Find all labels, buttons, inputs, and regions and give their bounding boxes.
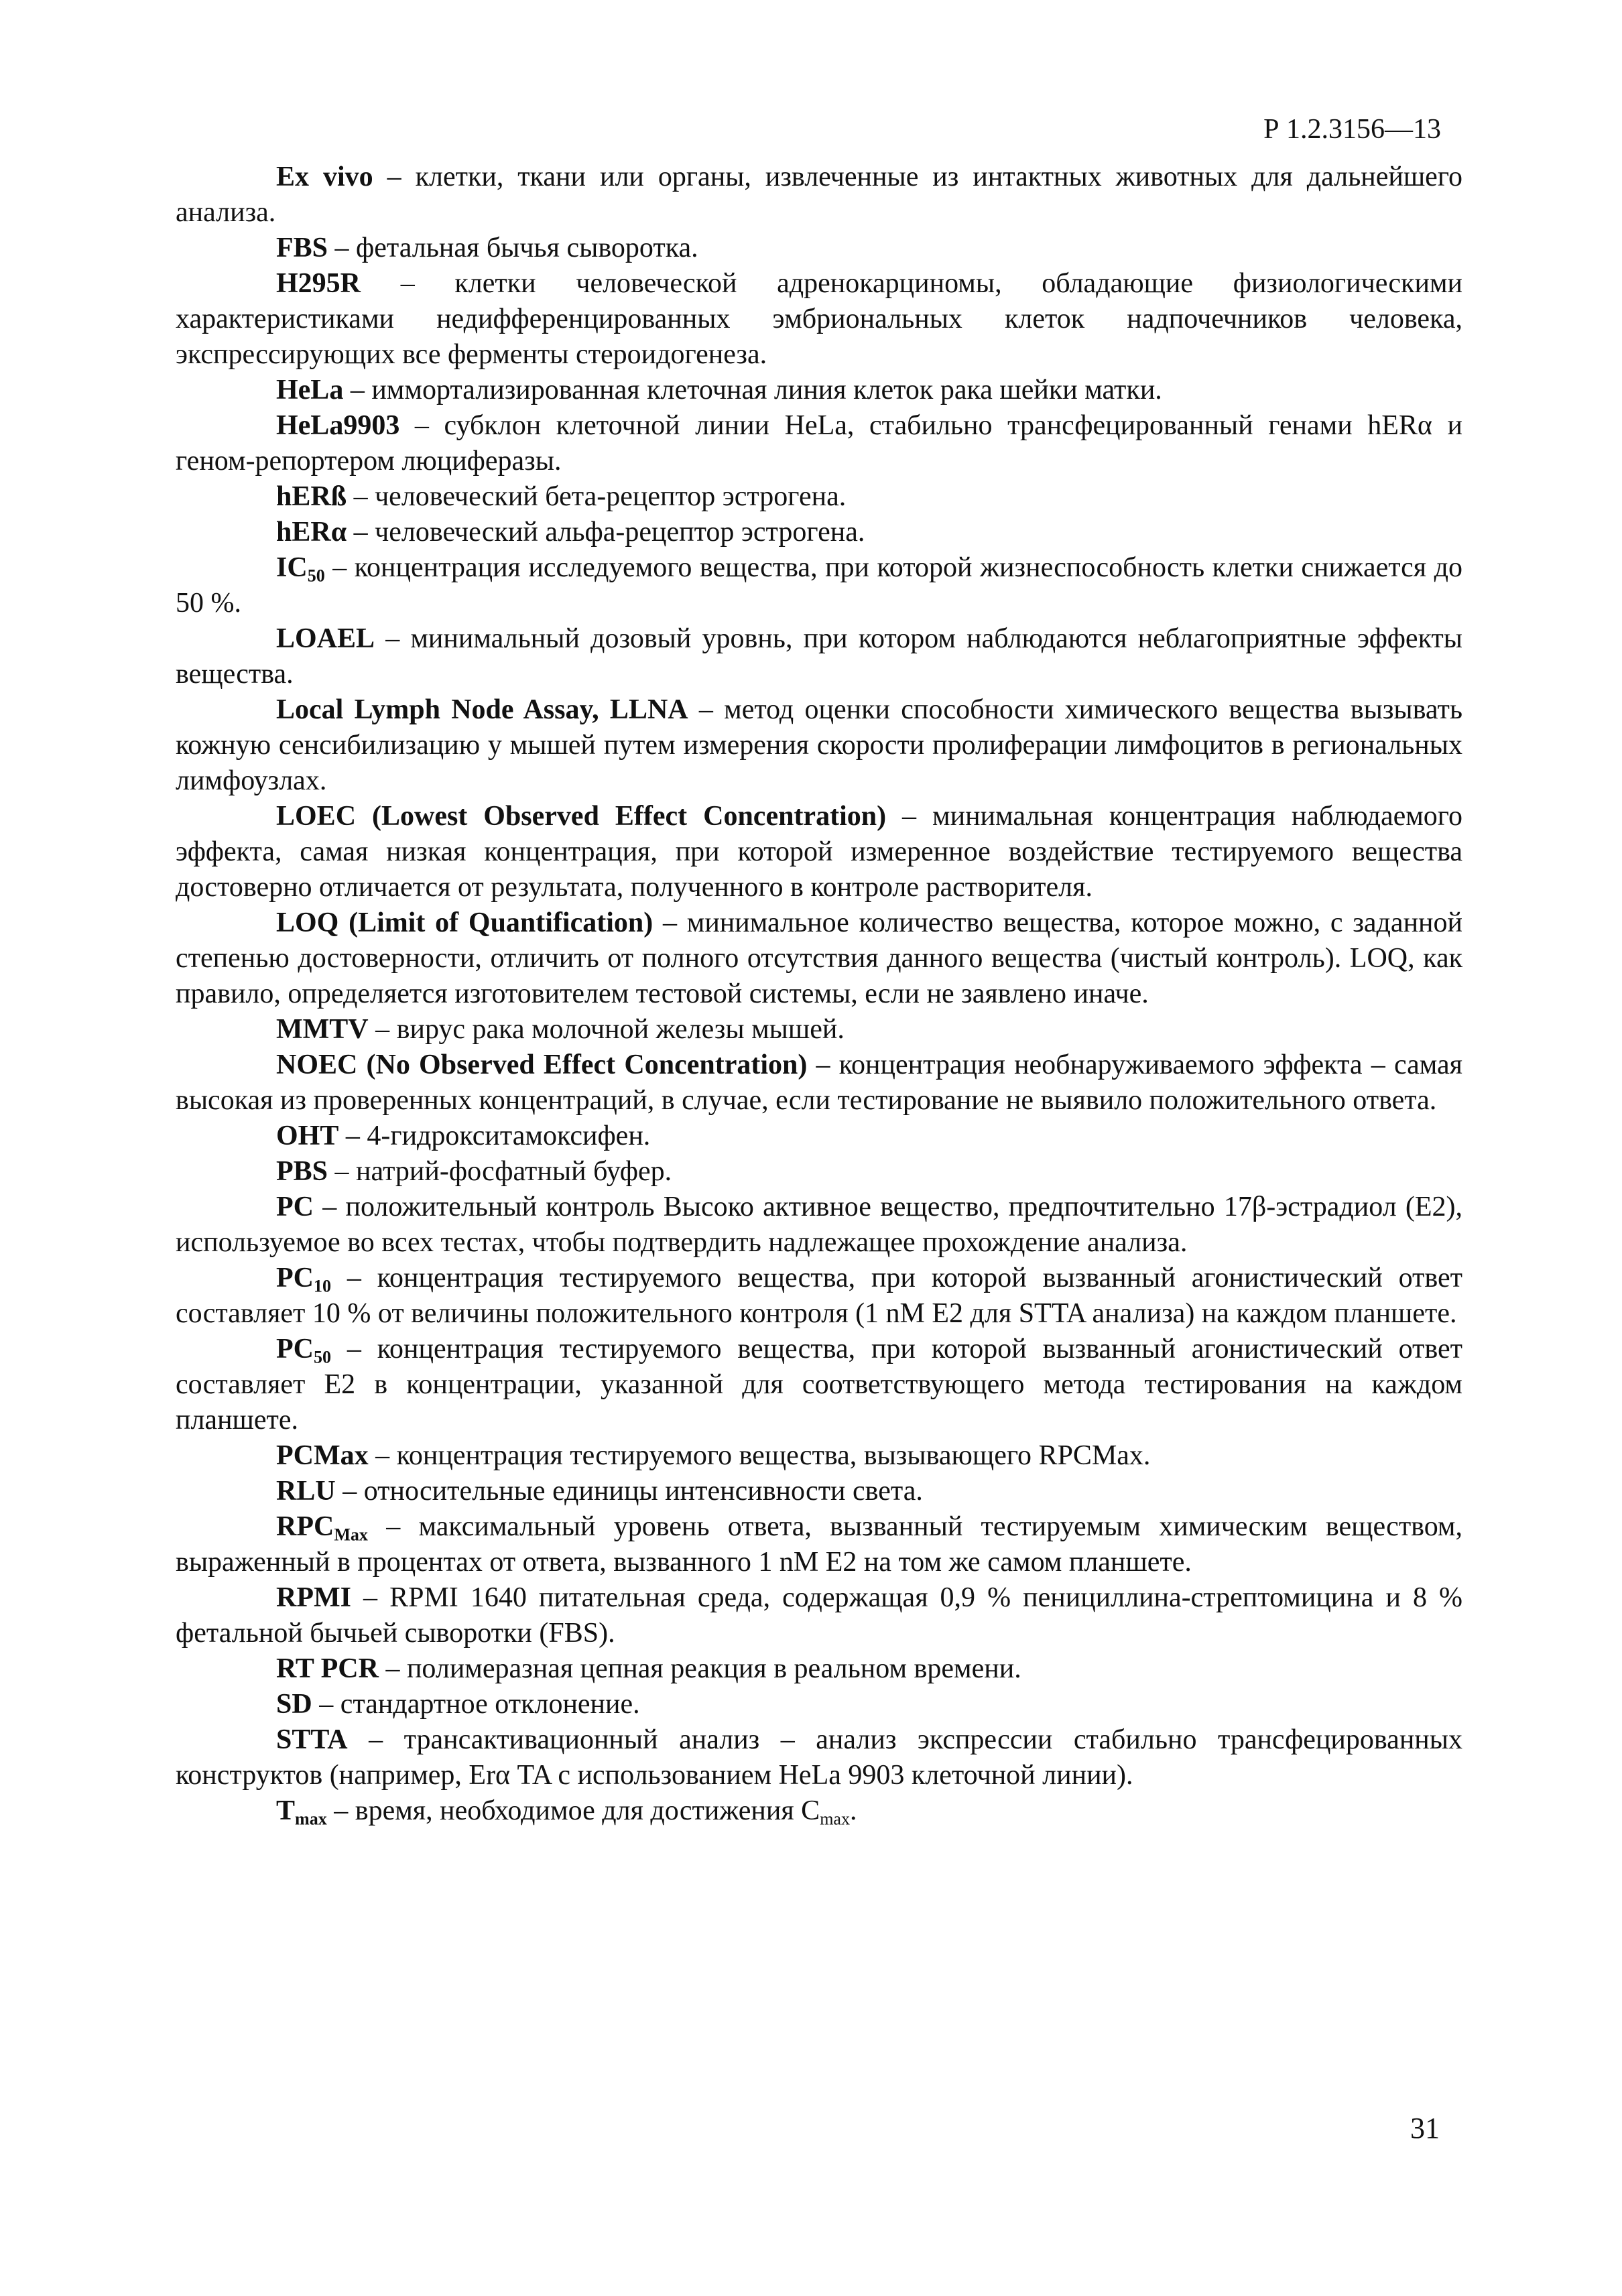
definition-entry [176,1509,1462,1580]
term-subscript: 50 [307,566,325,586]
definition-entry [176,479,1462,515]
definition-entry [176,1793,1462,1829]
definition-term: hERß [276,481,347,512]
definition-entry [176,160,1462,231]
term-subscript: Max [334,1525,368,1545]
definition-term: STTA [276,1724,348,1755]
definition-entry [176,515,1462,550]
definition-entry [176,1012,1462,1047]
definition-text: – трансактивационный анализ – анализ экспрессии стабильно трансфецированных конструктов (например, Erα TA с использованием HeLa 9903 клеточной линии). [176,1724,1462,1791]
definition-term: MMTV [276,1014,369,1045]
definition-term: SD [276,1689,312,1720]
definition-term: OHT [276,1121,339,1151]
definition-term: Local Lymph Node Assay, LLNA [276,694,688,725]
definition-entry [176,1651,1462,1687]
definition-term: HeLa9903 [276,410,400,441]
definition-entry [176,266,1462,373]
definition-text: – относительные единицы интенсивности света. [335,1476,923,1507]
definition-text: – RPMI 1640 питательная среда, содержащая 0,9 % пенициллина-стрептомицина и 8 % фетальной бычьей сыворотки (FBS). [176,1582,1462,1649]
definition-text: – концентрация необнаруживаемого эффекта – самая высокая из проверенных концентраций, в случае, если тестирование не выявило положительного ответа. [176,1049,1462,1116]
term-subscript: max [295,1809,327,1829]
definition-text: – минимальное количество вещества, которое можно, с заданной степенью достоверности, отличить от полного отсутствия данного вещества (чистый контроль). LOQ, как правило, определяется изготовителем тестовой системы, если не заявлено иначе. [176,907,1462,1009]
definition-entry [176,905,1462,1012]
definition-text: – клетки человеческой адренокарциномы, обладающие физиологическими характеристиками недифференцированных эмбриональных клеток надпочечников человека, экспрессирующих все ферменты стероидогенеза. [176,268,1462,370]
definition-term: $PC_{50}$ [276,1334,332,1367]
definition-text: – человеческий альфа-рецептор эстрогена. [347,517,865,548]
definition-text: – натрий-фосфатный буфер. [328,1156,672,1187]
definition-term: RLU [276,1476,336,1507]
definition-entry [176,1154,1462,1190]
definition-term: $T_{max}$ [276,1795,327,1829]
definition-term: $PC_{10}$ [276,1263,332,1296]
definitions-list [176,160,1462,1829]
definition-entry [176,799,1462,905]
definition-term: HeLa [276,375,344,405]
definition-entry [176,1687,1462,1722]
definition-text: – метод оценки способности химического вещества вызывать кожную сенсибилизацию у мышей путем измерения скорости пролиферации лимфоцитов в региональных лимфоузлах. [176,694,1462,796]
definition-term: PBS [276,1156,328,1187]
definition-text: – максимальный уровень ответа, вызванный тестируемым химическим веществом, выраженный в процентах от ответа, вызванного 1 nM E2 на том же самом планшете. [176,1511,1462,1578]
definition-entry [176,231,1462,266]
definition-term: PCMax [276,1440,369,1471]
definition-text: – стандартное отклонение. [312,1689,640,1720]
definition-text: – иммортализированная клеточная линия клеток рака шейки матки. [343,375,1162,405]
definition-entry [176,550,1462,621]
definition-text: – человеческий бета-рецептор эстрогена. [347,481,847,512]
definition-term: PC [276,1192,314,1222]
definition-entry [176,692,1462,799]
definition-entry [176,1190,1462,1261]
definition-term: LOQ (Limit of Quantification) [276,907,653,938]
definition-entry [176,1438,1462,1474]
definition-entry [176,621,1462,692]
definition-text: – фетальная бычья сыворотка. [328,233,698,263]
definition-term: RPMI [276,1582,351,1613]
definition-term: NOEC (No Observed Effect Concentration) [276,1049,808,1080]
definition-text: – полимеразная цепная реакция в реальном времени. [378,1653,1021,1684]
definition-term: $RPC_{Max}$ [276,1511,368,1545]
definition-entry [176,1119,1462,1154]
definition-text: – положительный контроль Высоко активное вещество, предпочтительно 17β-эстрадиол (E2), используемое во всех тестах, чтобы подтвердить надлежащее прохождение анализа. [176,1192,1462,1258]
definition-term: H295R [276,268,361,299]
definition-text: – субклон клеточной линии HeLa, стабильно трансфецированный генами hERα и геном-репортером люциферазы. [176,410,1462,476]
definition-text: – концентрация исследуемого вещества, при которой жизнеспособность клетки снижается до 50 %. [176,552,1462,619]
page-number: 31 [1410,2112,1440,2145]
definition-term: Ex vivo [276,162,373,192]
definition-term: RT PCR [276,1653,379,1684]
definition-text: – концентрация тестируемого вещества, при которой вызванный агонистический ответ составляет 10 % от величины положительного контроля (1 nM E2 для STTA анализа) на каждом планшете. [176,1263,1462,1329]
definition-tail: . [850,1795,857,1826]
definition-entry [176,373,1462,408]
definition-entry [176,408,1462,479]
term-subscript: 50 [314,1347,332,1367]
definition-text: – концентрация тестируемого вещества, вызывающего RPCMax. [368,1440,1151,1471]
definition-entry [176,1580,1462,1651]
definition-text: – концентрация тестируемого вещества, при которой вызванный агонистический ответ составляет E2 в концентрации, указанной для соответствующего метода тестирования на каждом планшете. [176,1334,1462,1436]
definition-text: – минимальный дозовый уровнь, при котором наблюдаются неблагоприятные эффекты вещества. [176,623,1462,690]
definition-text: – минимальная концентрация наблюдаемого эффекта, самая низкая концентрация, при которой измеренное воздействие тестируемого вещества достоверно отличается от результата, полученного в контроле растворителя. [176,801,1462,903]
definition-text: – 4-гидрокситамоксифен. [338,1121,651,1151]
definition-term: hERα [276,517,347,548]
definition-entry [176,1332,1462,1438]
definition-entry [176,1722,1462,1793]
definition-term: LOAEL [276,623,375,654]
definition-term: $IC_{50}$ [276,552,325,586]
definition-entry [176,1474,1462,1509]
definition-text: – вирус рака молочной железы мышей. [368,1014,845,1045]
term-subscript: 10 [314,1276,332,1296]
definition-entry [176,1047,1462,1119]
document-code: Р 1.2.3156—13 [1263,114,1441,145]
definition-text: – клетки, ткани или органы, извлеченные из интактных животных для дальнейшего анализа. [176,162,1463,228]
definition-text: – время, необходимое для достижения C [326,1795,820,1826]
definition-term: LOEC (Lowest Observed Effect Concentration) [276,801,887,832]
definition-subscript: max [820,1809,851,1829]
definition-entry [176,1261,1462,1332]
definition-term: FBS [276,233,328,263]
